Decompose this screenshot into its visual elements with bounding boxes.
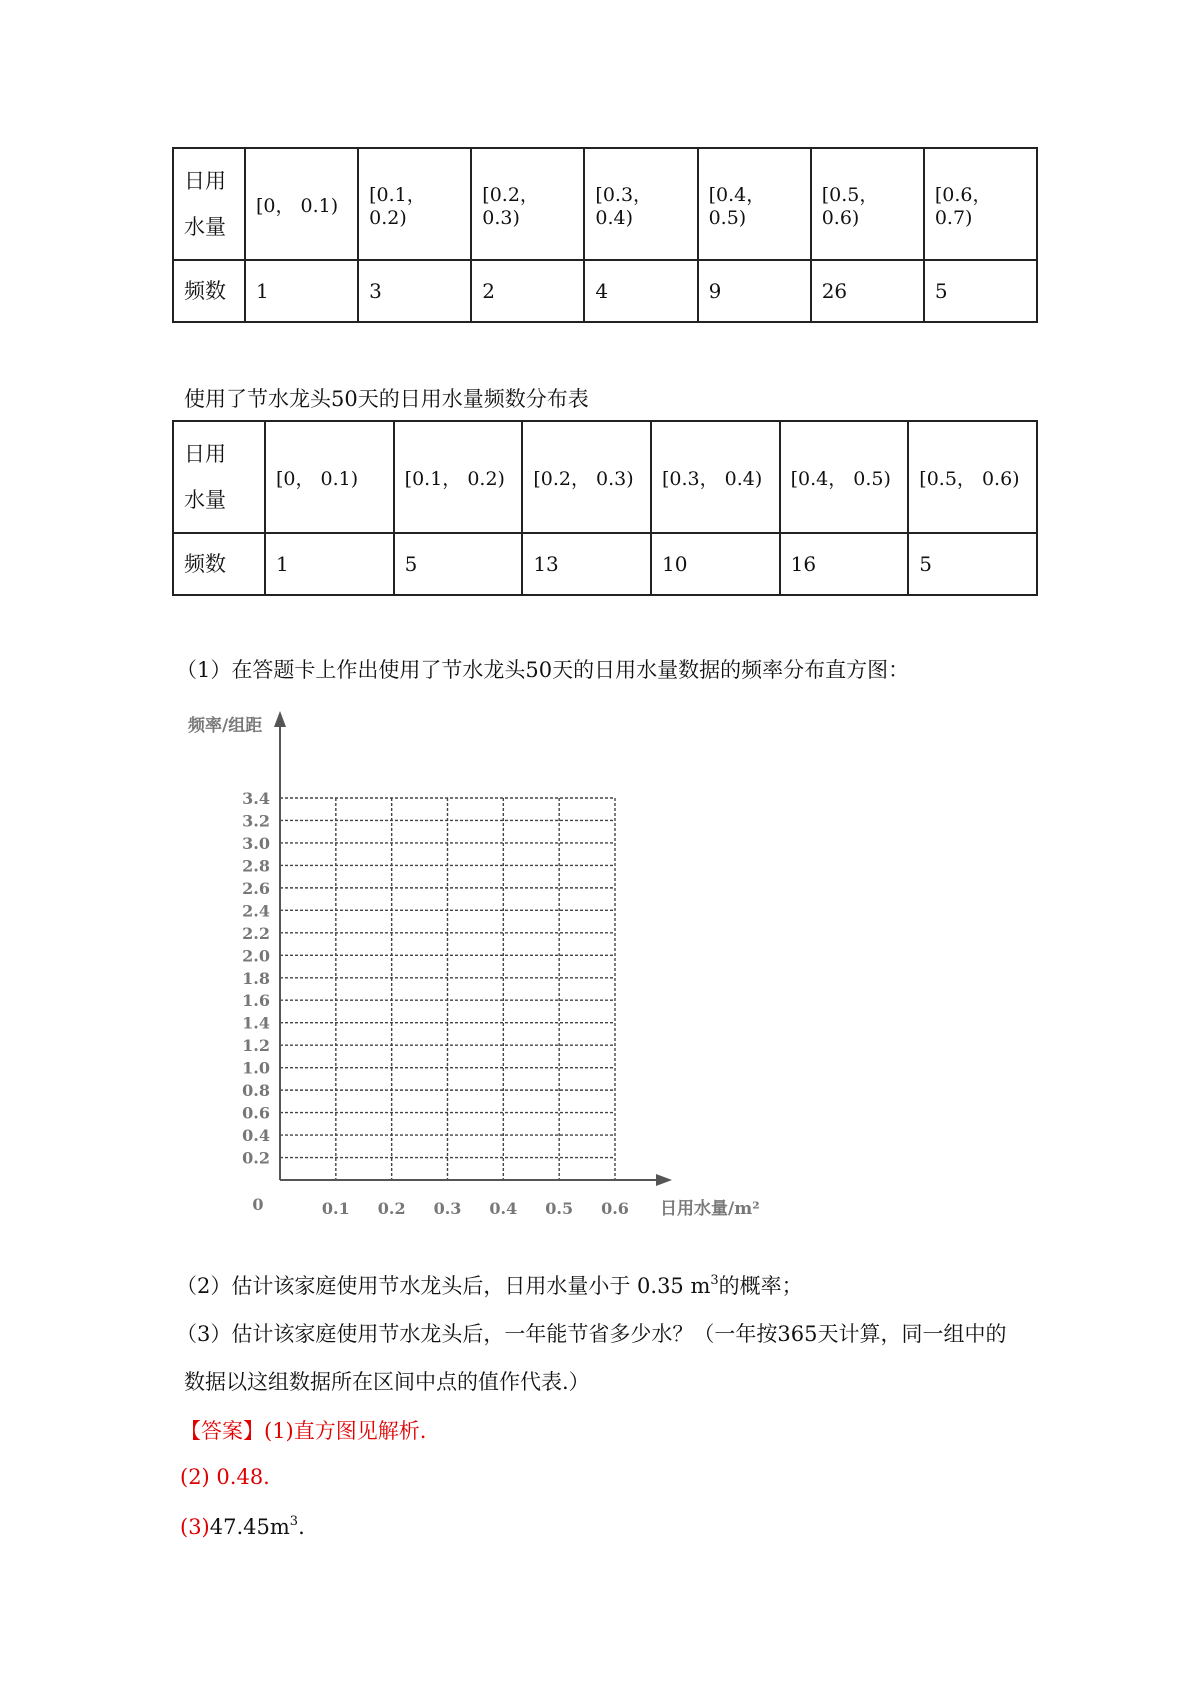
- x-tick-label: 0.3: [433, 1199, 462, 1218]
- y-tick-label: 1.8: [242, 968, 270, 988]
- table-row-counts: [173, 533, 1037, 595]
- count-cell: 3: [358, 260, 471, 322]
- count-cell: 5: [924, 260, 1037, 322]
- answer-1: 【答案】(1)直方图见解析.: [180, 1419, 427, 1443]
- y-tick-label: 3.0: [242, 833, 270, 853]
- count-cell: 9: [698, 260, 811, 322]
- superscript: 3: [289, 1514, 299, 1529]
- y-tick-label: 3.2: [242, 811, 270, 831]
- frequency-table-after: [172, 420, 1038, 596]
- question-3-line-2: 数据以这组数据所在区间中点的值作代表.）: [184, 1370, 590, 1394]
- count-cell: 4: [584, 260, 697, 322]
- table-row-counts: [173, 260, 1037, 322]
- count-cell: 1: [245, 260, 358, 322]
- row-header-label: 日用 水量: [184, 442, 226, 512]
- interval-cell: [0.5， 0.6): [908, 421, 1037, 533]
- y-tick-label: 2.8: [242, 856, 270, 876]
- interval-cell: [0， 0.1): [265, 421, 394, 533]
- answer-3: [180, 1515, 305, 1539]
- row-header-frequency: 频数: [173, 533, 265, 595]
- table2-caption: 使用了节水龙头50天的日用水量频数分布表: [184, 387, 589, 411]
- count-cell: 1: [265, 533, 394, 595]
- y-tick-label: 1.4: [242, 1013, 270, 1033]
- y-tick-label: 1.6: [242, 991, 270, 1011]
- x-axis-arrow: [656, 1174, 672, 1186]
- count-cell: 5: [394, 533, 523, 595]
- interval-cell: [0.1， 0.2): [358, 148, 471, 260]
- frequency-table-before: [172, 147, 1038, 323]
- interval-cell: [0.5， 0.6): [811, 148, 924, 260]
- row-header-frequency: 频数: [173, 260, 245, 322]
- answer-2: (2) 0.48.: [180, 1465, 270, 1489]
- count-cell: 16: [780, 533, 909, 595]
- y-tick-label: 0.8: [242, 1081, 270, 1101]
- x-tick-label: 0.2: [377, 1199, 406, 1218]
- interval-cell: [0.2， 0.3): [471, 148, 584, 260]
- origin-label: 0: [252, 1195, 264, 1214]
- y-tick-label: 0.6: [242, 1103, 270, 1123]
- interval-cell: [0.1， 0.2): [394, 421, 523, 533]
- count-cell: 13: [522, 533, 651, 595]
- interval-cell: [0.4， 0.5): [780, 421, 909, 533]
- x-tick-label: 0.1: [321, 1199, 350, 1218]
- question-2: [176, 1270, 803, 1300]
- table-row-intervals: [173, 421, 1037, 533]
- interval-cell: [0.3， 0.4): [651, 421, 780, 533]
- question-3-line-1: （3）估计该家庭使用节水龙头后，一年能节省多少水？（一年按365天计算，同一组中的: [176, 1322, 1007, 1346]
- x-tick-label: 0.4: [489, 1199, 518, 1218]
- answer-3-label: (3): [180, 1515, 210, 1539]
- question-1: （1）在答题卡上作出使用了节水龙头50天的日用水量数据的频率分布直方图：: [176, 658, 910, 682]
- count-cell: 26: [811, 260, 924, 322]
- x-tick-label: 0.6: [601, 1199, 629, 1218]
- y-tick-label: 2.2: [242, 923, 270, 943]
- row-header-label: 日用 水量: [184, 169, 226, 239]
- interval-cell: [0.4， 0.5): [698, 148, 811, 260]
- y-tick-label: 0.2: [242, 1148, 270, 1168]
- x-tick-label: 0.5: [545, 1199, 574, 1218]
- row-header-water-usage: [173, 148, 245, 260]
- interval-cell: [0， 0.1): [245, 148, 358, 260]
- table-row-intervals: [173, 148, 1037, 260]
- y-tick-label: 2.0: [242, 946, 270, 966]
- interval-cell: [0.2， 0.3): [522, 421, 651, 533]
- question-2-text: （2）估计该家庭使用节水龙头后，日用水量小于 0.35 m: [176, 1274, 711, 1298]
- y-tick-label: 2.4: [242, 901, 270, 921]
- answer-3-value: 47.45m: [209, 1515, 290, 1539]
- question-2-tail: 的概率；: [718, 1274, 803, 1298]
- y-tick-label: 1.0: [242, 1058, 270, 1078]
- y-axis-title: 频率/组距: [188, 716, 263, 736]
- y-tick-label: 3.4: [242, 789, 270, 808]
- answer-3-tail: .: [298, 1515, 305, 1539]
- y-tick-label: 2.6: [242, 878, 270, 898]
- y-tick-label: 0.4: [242, 1126, 270, 1146]
- x-axis-title: 日用水量/m²: [660, 1199, 760, 1219]
- superscript: 3: [710, 1273, 719, 1288]
- interval-cell: [0.6， 0.7): [924, 148, 1037, 260]
- row-header-water-usage: [173, 421, 265, 533]
- histogram-grid-chart: [180, 705, 760, 1245]
- count-cell: 2: [471, 260, 584, 322]
- y-tick-label: 1.2: [242, 1036, 270, 1056]
- count-cell: 10: [651, 533, 780, 595]
- y-axis-arrow: [274, 711, 286, 727]
- interval-cell: [0.3， 0.4): [584, 148, 697, 260]
- count-cell: 5: [908, 533, 1037, 595]
